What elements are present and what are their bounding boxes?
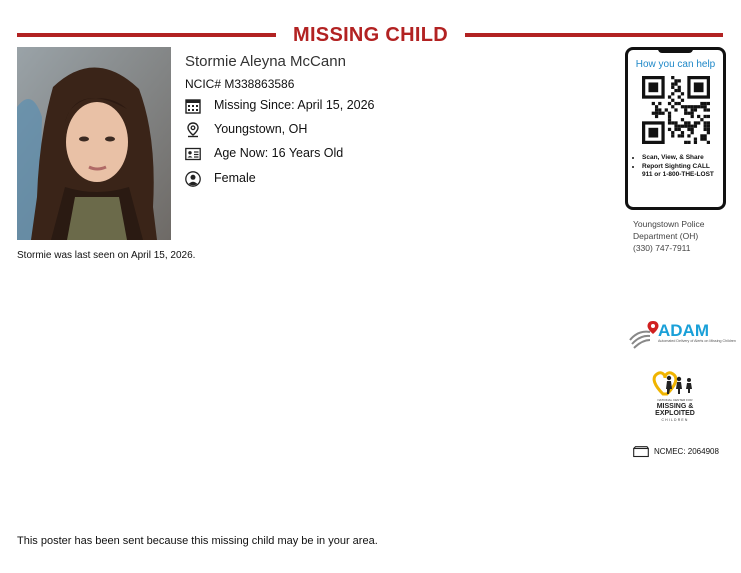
poster-title: MISSING CHILD: [292, 24, 448, 46]
folder-icon: [633, 446, 649, 457]
ncmec-logo-line3: EXPLOITED: [655, 410, 695, 417]
id-card-icon: [185, 146, 201, 162]
ncic-number: NCIC# M338863586: [185, 77, 295, 91]
person-icon: [185, 171, 201, 187]
agency-name-line2: Department (OH): [633, 231, 699, 241]
ncmec-logo-line1: NATIONAL CENTER FOR: [657, 398, 693, 402]
agency-name-line1: Youngstown Police: [633, 219, 705, 229]
age-now: Age Now: 16 Years Old: [214, 146, 344, 160]
last-seen-text: Stormie was last seen on April 15, 2026.: [17, 250, 196, 261]
calendar-icon: [185, 98, 201, 114]
gender-row: [185, 170, 256, 188]
missing-since: Missing Since: April 15, 2026: [214, 98, 375, 112]
help-list: [632, 154, 722, 180]
adam-logo-name: ADAM: [658, 321, 709, 340]
gender: Female: [214, 171, 256, 185]
location-row: [185, 121, 308, 139]
child-photo: [17, 47, 171, 240]
poster-footer: This poster has been sent because this missing child may be in your area.: [17, 535, 378, 547]
map-pin-icon: [185, 122, 201, 138]
ncmec-id-row: [633, 446, 719, 457]
location: Youngstown, OH: [214, 122, 308, 136]
agency-contact: [633, 218, 705, 254]
age-row: [185, 145, 344, 163]
adam-logo: [628, 318, 736, 354]
help-item: • Scan, View, & Share: [642, 154, 722, 162]
ncmec-logo-line2: MISSING &: [656, 403, 694, 410]
help-card-title: How you can help: [635, 59, 716, 70]
adam-logo-tagline: Automated Delivery of Alerts on Missing Children: [658, 339, 736, 343]
agency-phone: (330) 747-7911: [633, 243, 691, 253]
ncmec-id: NCMEC: 2064908: [654, 447, 719, 456]
child-name: Stormie Aleyna McCann: [185, 53, 346, 70]
help-item: • Report Sighting CALL 911 or 1-800-THE-LOST: [642, 163, 722, 179]
phone-notch: [658, 49, 693, 53]
help-phone-card: [625, 47, 726, 210]
ncmec-logo-line4: CHILDREN: [661, 418, 689, 422]
missing-since-row: [185, 97, 375, 115]
ncmec-logo: [645, 368, 705, 428]
qr-code-icon[interactable]: [642, 76, 710, 144]
